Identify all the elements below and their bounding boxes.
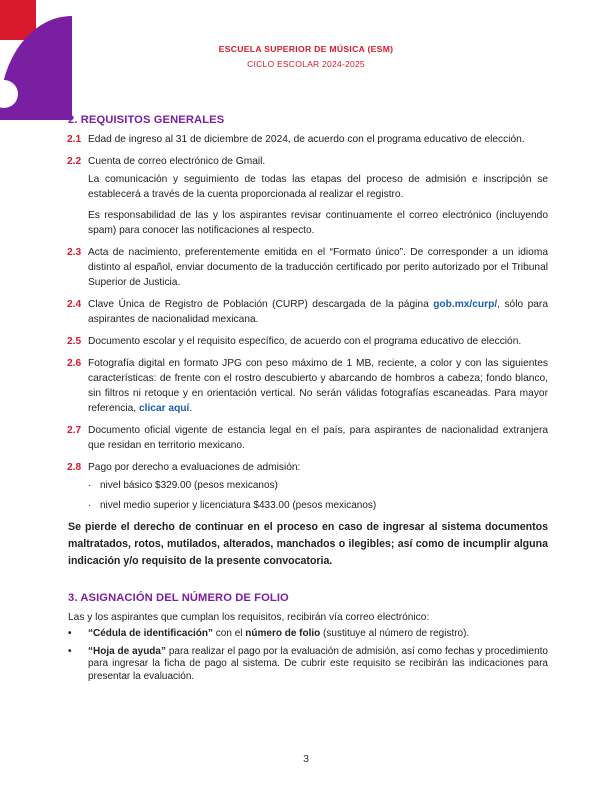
bullet-icon: • <box>68 645 72 657</box>
page-number: 3 <box>303 753 309 765</box>
fee-text: nivel básico $329.00 (pesos mexicanos) <box>100 480 278 491</box>
requirement-number: 2.8 <box>67 462 82 473</box>
requirement-text: Cuenta de correo electrónico de Gmail. <box>88 156 266 167</box>
requirement-number: 2.6 <box>67 358 82 369</box>
requirement-2-6 <box>68 356 548 416</box>
requirement-text: Fotografía digital en formato JPG con peso máximo de 1 MB, reciente, a color y con las siguientes características: de frente con el rostro descubierto y abarcando de hombros a cabeza; fondo blanco, sin filtros ni retoque y en orientación vertical. No serán válidas fotografías escaneadas. Para mayor referencia, <box>88 358 548 414</box>
school-name: ESCUELA SUPERIOR DE MÚSICA (ESM) <box>218 44 394 54</box>
requirement-text: Documento oficial vigente de estancia legal en el país, para aspirantes de nacionalidad extranjera que residan en territorio mexicano. <box>88 425 548 451</box>
requirement-paragraph: La comunicación y seguimiento de todas las etapas del proceso de admisión e inscripción se establecerá a través de la cuenta proporcionada al realizar el registro. <box>88 174 548 200</box>
list-text: con el <box>213 628 246 639</box>
requirement-text: Pago por derecho a evaluaciones de admisión: <box>88 462 301 473</box>
list-item <box>68 628 548 641</box>
requirement-number: 2.5 <box>67 336 82 347</box>
requirement-number: 2.4 <box>67 299 82 310</box>
requirement-number: 2.3 <box>67 247 82 258</box>
bullet-icon: · <box>88 500 92 511</box>
requirement-text: Documento escolar y el requisito específico, de acuerdo con el programa educativo de elección. <box>88 336 522 347</box>
fee-text: nivel medio superior y licenciatura $433.00 (pesos mexicanos) <box>100 500 377 511</box>
requirement-2-3 <box>68 245 548 290</box>
bold-term: “Hoja de ayuda” <box>88 645 166 657</box>
requirement-2-4 <box>68 297 548 327</box>
page-header <box>0 44 612 69</box>
requirement-2-2 <box>68 154 548 238</box>
requirement-number: 2.2 <box>67 156 82 167</box>
requirement-text-end: , sólo para aspirantes de nacionalidad mexicana. <box>88 299 548 325</box>
page-content <box>68 114 548 683</box>
list-text: para realizar el pago por la evaluación de admisión, así como fechas y procedimiento para ingresar la ficha de pago al sistema. De cubrir este requisito se recibirán las indicaciones para presentar la evaluación. <box>88 645 548 682</box>
requirement-text: Edad de ingreso al 31 de diciembre de 2024, de acuerdo con el programa educativo de elección. <box>88 134 525 145</box>
requirement-paragraph: Es responsabilidad de las y los aspirantes revisar continuamente el correo electrónico (incluyendo spam) para conocer las notificaciones al respecto. <box>88 210 548 236</box>
list-text: (sustituye al número de registro). <box>320 628 470 639</box>
bold-term: número de folio <box>245 628 321 639</box>
requirement-text: Clave Única de Registro de Población (CURP) descargada de la página <box>88 299 434 310</box>
requirement-number: 2.1 <box>67 134 82 145</box>
requirement-text-end: . <box>189 403 193 414</box>
section-2-heading: 2. REQUISITOS GENERALES <box>68 114 225 126</box>
photo-reference-link[interactable]: clicar aquí <box>138 403 190 414</box>
section-3-intro: Las y los aspirantes que cumplan los requisitos, recibirán vía correo electrónico: <box>68 612 430 623</box>
bullet-icon: · <box>88 480 92 491</box>
requirement-2-5 <box>68 334 548 349</box>
curp-link[interactable]: gob.mx/curp/ <box>433 299 498 310</box>
list-item <box>68 646 548 684</box>
fee-item <box>88 499 548 513</box>
requirement-number: 2.7 <box>67 425 82 436</box>
section-3-heading: 3. ASIGNACIÓN DEL NÚMERO DE FOLIO <box>68 592 289 604</box>
school-cycle: CICLO ESCOLAR 2024-2025 <box>247 59 365 69</box>
bold-term: “Cédula de identificación” <box>88 628 214 639</box>
requirement-text: Acta de nacimiento, preferentemente emitida en el “Formato único”. De corresponder a un idioma distinto al español, enviar documento de la traducción certificado por perito autorizado por el Tribunal Superior de Justicia. <box>88 247 548 288</box>
bullet-icon: • <box>68 628 72 639</box>
requirement-2-7 <box>68 423 548 453</box>
warning-paragraph: Se pierde el derecho de continuar en el proceso en caso de ingresar al sistema documentos maltratados, rotos, mutilados, alterados, manchados o ilegibles; así como de incumplir alguna indicación y/o requisito de la presente convocatoria. <box>68 521 548 567</box>
requirement-2-8 <box>68 460 548 513</box>
requirement-2-1 <box>68 132 548 147</box>
fee-item <box>88 479 548 493</box>
